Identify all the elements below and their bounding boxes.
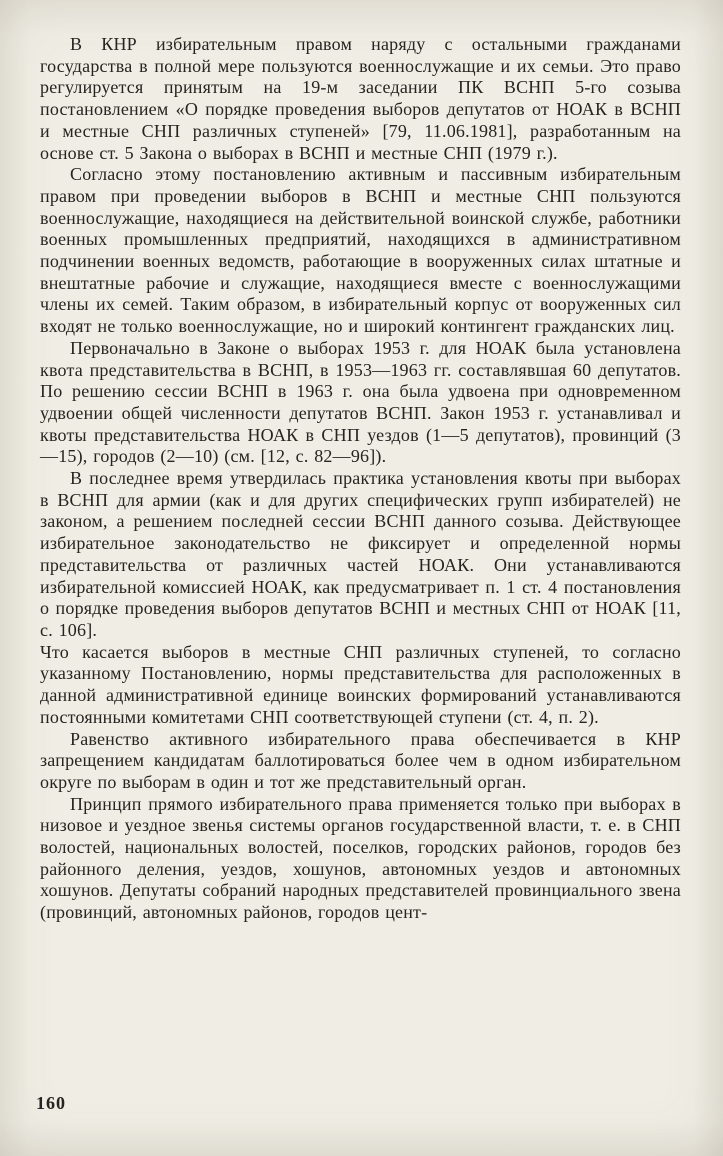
paragraph: Согласно этому постановлению активным и пассивным избирательным правом при проведении выборов в ВСНП и местные СНП пользуются военнослужащие, находящиеся на действительной воинской службе, работники военных промышленных предприятий, находящихся в административном подчинении военных ведомств, работающие в вооруженных силах штатные и внештатные рабочие и служащие, находящиеся вместе с военнослужащими члены их семей. Таким образом, в избирательный корпус от вооруженных сил входят не только военнослужащие, но и широкий контингент гражданских лиц.	[40, 164, 681, 337]
page-number: 160	[36, 1093, 66, 1113]
paragraph: Что касается выборов в местные СНП различных ступеней, то согласно указанному Постановлению, нормы представительства для расположенных в данной административной единице воинских формирований устанавливаются постоянными комитетами СНП соответствующей ступени (ст. 4, п. 2).	[40, 641, 681, 727]
page-text	[40, 34, 681, 924]
paragraph: Принцип прямого избирательного права применяется только при выборах в низовое и уездное звенья системы органов государственной власти, т. е. в СНП волостей, национальных волостей, поселков, городских районов, городов без районного деления, уездов, хошунов, автономных уездов и автономных хошунов. Депутаты собраний народных представителей провинциального звена (провинций, автономных районов, городов цент-	[40, 793, 681, 923]
paragraph: Первоначально в Законе о выборах 1953 г. для НОАК была установлена квота представительства в ВСНП, в 1953—1963 гг. составлявшая 60 депутатов. По решению сессии ВСНП в 1963 г. она была удвоена при одновременном удвоении общей численности депутатов ВСНП. Закон 1953 г. устанавливал и квоты представительства НОАК в СНП уездов (1—5 депутатов), провинций (3—15), городов (2—10) (см. [12, с. 82—96]).	[40, 337, 681, 467]
paragraph: Равенство активного избирательного права обеспечивается в КНР запрещением кандидатам баллотироваться более чем в одном избирательном округе по выборам в один и тот же представительный орган.	[40, 728, 681, 792]
paragraph: В КНР избирательным правом наряду с остальными гражданами государства в полной мере пользуются военнослужащие и их семьи. Это право регулируется принятым на 19-м заседании ПК ВСНП 5-го созыва постановлением «О порядке проведения выборов депутатов от НОАК в ВСНП и местные СНП различных ступеней» [79, 11.06.1981], разработанным на основе ст. 5 Закона о выборах в ВСНП и местные СНП (1979 г.).	[40, 34, 681, 163]
paragraph: В последнее время утвердилась практика установления квоты при выборах в ВСНП для армии (как и для других специфических групп избирателей) не законом, а решением последней сессии ВСНП данного созыва. Действующее избирательное законодательство не фиксирует и определенной нормы представительства от различных частей НОАК. Они устанавливаются избирательной комиссией НОАК, как предусматривает п. 1 ст. 4 постановления о порядке проведения выборов депутатов ВСНП и местных СНП от НОАК [11, с. 106].	[40, 468, 681, 640]
